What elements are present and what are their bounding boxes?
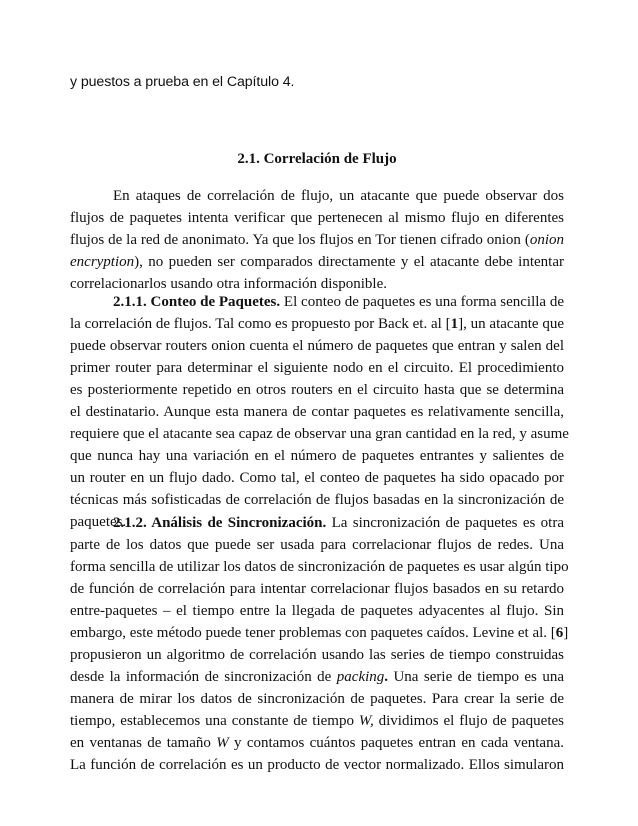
paragraph-line: que nunca hay una variación en el número de paquetes entrantes y salientes de bbox=[70, 448, 564, 464]
paragraph-line: el destinatario. Aunque esta manera de contar paquetes es relativamente sencilla, bbox=[70, 404, 564, 420]
section-heading: 2.1. Correlación de Flujo bbox=[237, 151, 397, 167]
paragraph-line: requiere que el atacante sea capaz de observar una gran cantidad en la red, y asume bbox=[70, 426, 569, 442]
subsection-timing-analysis bbox=[70, 512, 569, 776]
paragraph-line: la correlación de flujos. Tal como es propuesto por Back et. al [1], un atacante que bbox=[70, 316, 565, 332]
paragraph-line: es posteriormente repetido en otros routers en el circuito hasta que se determina bbox=[70, 382, 564, 398]
italic-term: W, bbox=[358, 713, 374, 729]
paragraph-line: en ventanas de tamaño W y contamos cuántos paquetes entran en cada ventana. bbox=[70, 735, 564, 751]
paragraph-line: 2.1.1. Conteo de Paquetes. El conteo de paquetes es una forma sencilla de bbox=[113, 294, 565, 310]
citation-ref: 1 bbox=[450, 316, 459, 332]
paragraph-line: En ataques de correlación de flujo, un atacante que puede observar dos bbox=[113, 188, 564, 204]
paragraph-line: La función de correlación es un producto de vector normalizado. Ellos simularon bbox=[70, 757, 564, 773]
paragraph-line: encryption), no pueden ser comparados directamente y el atacante debe intentar bbox=[70, 254, 564, 270]
paragraph-line: paquetes. bbox=[70, 514, 127, 530]
continuation-line: y puestos a prueba en el Capítulo 4. bbox=[70, 74, 295, 90]
paragraph-line: propusieron un algoritmo de correlación usando las series de tiempo construidas bbox=[70, 647, 564, 663]
italic-term: encryption bbox=[70, 254, 135, 270]
paragraph-line: primer router para determinar el siguiente nodo en el circuito. El procedimiento bbox=[70, 360, 564, 376]
paragraph-line: flujos de paquetes intenta verificar que pertenecen al mismo flujo en diferentes bbox=[70, 210, 564, 226]
subsection-packet-counting bbox=[70, 291, 569, 533]
italic-term: W bbox=[216, 735, 229, 751]
paragraph-line: correlacionarlos usando otra información disponible. bbox=[70, 276, 387, 292]
paragraph-line: de función de correlación para intentar correlacionar flujos basados en su retardo bbox=[70, 581, 564, 597]
paragraph-line: embargo, este método puede tener problemas con paquetes caídos. Levine et al. [6] bbox=[70, 625, 569, 641]
paragraph-line: puede observar routers onion cuenta el número de paquetes que entran y salen del bbox=[70, 338, 564, 354]
paragraph-line: un router en un flujo dado. Como tal, el conteo de paquetes ha sido opacado por bbox=[70, 470, 564, 486]
subsection-title: 2.1.2. Análisis de Sincronización. bbox=[113, 515, 327, 531]
paragraph-line: desde la información de sincronización de packing. Una serie de tiempo es una bbox=[70, 669, 564, 685]
subsection-title: 2.1.1. Conteo de Paquetes. bbox=[113, 294, 281, 310]
section-intro-paragraph bbox=[70, 185, 564, 295]
italic-term: packing bbox=[336, 669, 385, 685]
citation-ref: 6 bbox=[555, 625, 564, 641]
paragraph-line: parte de los datos que puede ser usada para correlacionar flujos de redes. Una bbox=[70, 537, 564, 553]
paragraph-line: tiempo, establecemos una constante de tiempo W, dividimos el flujo de paquetes bbox=[70, 713, 564, 729]
paragraph-line: flujos de la red de anonimato. Ya que los flujos en Tor tienen cifrado onion (onion bbox=[70, 232, 564, 248]
paragraph-line: manera de mirar los datos de sincronización de paquetes. Para crear la serie de bbox=[70, 691, 564, 707]
paragraph-line: forma sencilla de utilizar los datos de sincronización de paquetes es usar algún tipo bbox=[70, 559, 569, 575]
paragraph-line: 2.1.2. Análisis de Sincronización. La sincronización de paquetes es otra bbox=[113, 515, 564, 531]
italic-term: onion bbox=[529, 232, 564, 248]
paragraph-line: entre-paquetes – el tiempo entre la llegada de paquetes adyacentes al flujo. Sin bbox=[70, 603, 564, 619]
paragraph-line: técnicas más sofisticadas de correlación de flujos basadas en la sincronización de bbox=[70, 492, 564, 508]
